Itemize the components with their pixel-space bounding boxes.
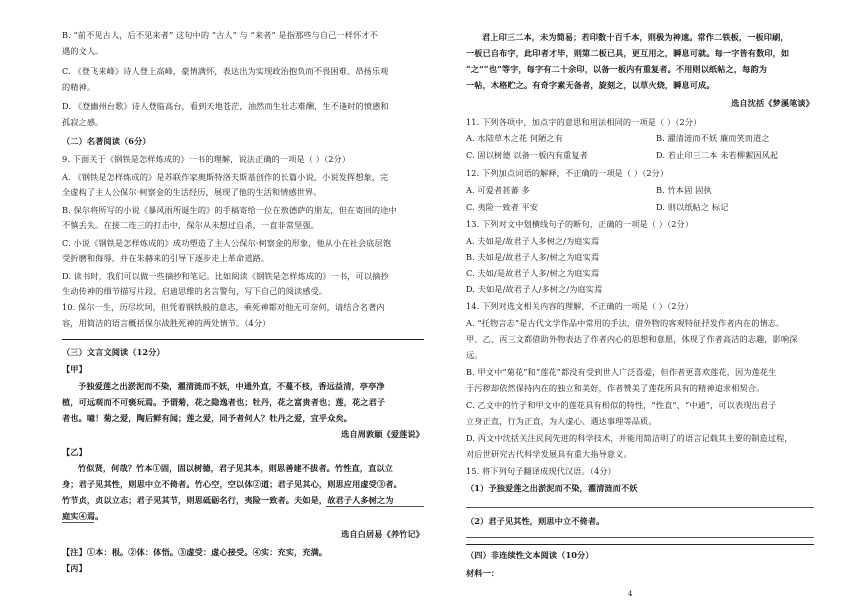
translation-item: （1）予独爱莲之出淤泥而不染，濯清涟而不妖 bbox=[466, 483, 638, 493]
option-b: B. 濯清涟而不妖 廉而笑而道之 bbox=[656, 133, 770, 143]
material-label: 材料一： bbox=[466, 568, 500, 578]
option-d: D. 夫如是/故君子人/多树之/为庭实焉 bbox=[466, 284, 603, 294]
question-13: 13. 下列对文中划横线句子的断句，正确的一项是（ ）（2分） bbox=[466, 219, 694, 229]
underline-mark bbox=[62, 522, 94, 523]
passage-source: 选自白居易《养竹记》 bbox=[341, 529, 424, 539]
section-heading: （四）非连续性文本阅读（10分） bbox=[466, 550, 594, 560]
question-10: 10. 保尔一生，历尽坎坷，但凭着钢铁般的意志，乘死神都对他无可奈何，请结合名著内 bbox=[62, 302, 385, 312]
text-line: A. “托物言志”是古代文学作品中常用的手法，借外物的客观特征抒发作者内在的情志。 bbox=[466, 318, 785, 328]
translation-item: （2）君子见其性，则思中立不倚者。 bbox=[466, 516, 605, 526]
section-divider bbox=[466, 544, 814, 545]
question-12: 12. 下列加点词语的解释，不正确的一项是（ ）（2分） bbox=[466, 168, 669, 178]
passage-text: 庭实④焉。 bbox=[62, 511, 104, 521]
text-line: 全虚构了主人公保尔·柯察金的生活经历，展现了他的生活和情感世界。 bbox=[62, 187, 322, 197]
text-line: C. 乙文中的竹子和甲文中的莲花具有相似的特性，“性直”、“中通”，可以表现出君子 bbox=[466, 400, 777, 410]
text-line: 远。 bbox=[466, 350, 483, 360]
page-number: 4 bbox=[628, 590, 633, 598]
passage-label: 【甲】 bbox=[62, 364, 87, 374]
text-line: C. 《登飞来峰》诗人登上高峰，豪情满怀，表达出为实现政治抱负而不畏困难、昂扬乐观 bbox=[62, 66, 389, 76]
passage-text: 一板已自布字，此印者才毕，则第二板已具，更互用之，瞬息可就。每一字皆有数印，如 bbox=[466, 48, 790, 58]
passage-source: 选自周敦颐《爱莲说》 bbox=[341, 429, 424, 439]
option-a: A. 夫如是/故君子人多树之/为庭实焉 bbox=[466, 236, 600, 246]
annotation-note: 【注】①本：根。②体：体悟。③虚受：虚心接受。④实：充实，充满。 bbox=[62, 547, 328, 557]
text-line: B. 保尔将所写的小说《暴风雨所诞生的》的手稿寄给一位在敖德萨的朋友，但在寄回的途中 bbox=[62, 205, 397, 215]
text-line: 生动传神的细节描写片段、启迪思维的名言警句，写下自己的阅读感受。 bbox=[62, 286, 328, 296]
passage-text: 予独爱莲之出淤泥而不染，濯清涟而不妖，中通外直，不蔓不枝，香远益清，亭亭净 bbox=[78, 381, 385, 391]
text-line: 遇的文人。 bbox=[62, 46, 104, 56]
option-a: A. 可爱者甚蕃 多 bbox=[466, 185, 530, 195]
question-11: 11. 下列各项中，加点字的意思和用法相同的一项是（ ）（2分） bbox=[466, 117, 702, 127]
option-c: C. 夫如/是故君子人多/树之为庭实焉 bbox=[466, 268, 600, 278]
text-line: 不慎丢失。在接二连三的打击中，保尔从未想过自杀，一直非常坚强。 bbox=[62, 220, 319, 230]
question-9: 9. 下面关于《钢铁是怎样炼成的》一书的理解，说法正确的一项是（ ）（2分） bbox=[62, 154, 351, 164]
text-line: 孤寂之感。 bbox=[62, 117, 104, 127]
text-line: D. 读书时，我们可以做一些摘抄和笔记。比如阅读《钢铁是怎样炼成的》一书，可以摘抄 bbox=[62, 271, 389, 281]
option-c: C. 夷险一致者 平安 bbox=[466, 202, 539, 212]
text-line: A. 《钢铁是怎样炼成的》是苏联作家奥斯特洛夫斯基创作的长篇小说，小说发挥想象，完 bbox=[62, 172, 389, 182]
passage-text: 竹似贤，何哉？竹本①固，固以树德，君子见其本，则思善建不拔者。竹性直，直以立 bbox=[78, 463, 393, 473]
text-line: B. 甲文中“菊花”和“莲花”都没有受到世人广泛喜爱，但作者更喜欢莲花，因为莲花生 bbox=[466, 367, 777, 377]
text-line: 立身正直，行为正直，为人虚心、遇达事理等品质。 bbox=[466, 416, 657, 426]
section-divider bbox=[62, 339, 424, 340]
passage-label: 【丙】 bbox=[62, 563, 87, 573]
underline-mark bbox=[326, 506, 424, 507]
passage-text: 者也。噫！菊之爱，陶后鲜有闻；莲之爱，同予者何人？牡丹之爱，宜乎众矣。 bbox=[62, 413, 353, 423]
text-line: C. 小说《钢铁是怎样炼成的》成功塑造了主人公保尔·柯察金的形象，他从小在社会底层饱 bbox=[62, 238, 392, 248]
passage-text: 植，可远观而不可亵玩焉。予谓菊，花之隐逸者也；牡丹，花之富贵者也；莲，花之君子 bbox=[62, 397, 386, 407]
option-c: C. 固以树德 以备一板内有重复者 bbox=[466, 150, 588, 160]
option-d: D. 若止印三二本 未若柳絮因风起 bbox=[656, 150, 779, 160]
text-line: 的精神。 bbox=[62, 82, 96, 92]
passage-label: 【乙】 bbox=[62, 447, 87, 457]
passage-text: “之”“也”等字，每字有二十余印，以备一板内有重复者。不用则以纸帖之，每韵为 bbox=[466, 64, 768, 74]
text-line: 甲、乙、丙三文都借助外物表达了作者内心的思想和意愿，体现了作者高洁的志趣，影响深 bbox=[466, 334, 798, 344]
text-line: B. “前不见古人，后不见来者” 这句中的 “古人” 与 “来者” 是指那些与自己一样怀才不 bbox=[62, 30, 378, 40]
passage-text: 身；君子见其性，则思中立不倚者。竹心空，空以体②道；君子见其心，则思应用虚受③者。 bbox=[62, 479, 402, 489]
answer-line bbox=[466, 537, 814, 538]
passage-source: 选自沈括《梦溪笔谈》 bbox=[731, 98, 814, 108]
text-line: D. 《登幽州台歌》诗人登临高台，看到天地苍茫，油然而生壮志难酬，生不逢时的愤懑和 bbox=[62, 101, 389, 111]
option-a: A. 水陆草木之花 何陋之有 bbox=[466, 133, 563, 143]
option-b: B. 竹本固 固执 bbox=[656, 185, 712, 195]
text-line: 受折磨和侮辱，并在朱赫来的引导下逐步走上革命道路。 bbox=[62, 253, 270, 263]
text-line: D. 丙文中沈括关注民间先进的科学技术，并能用简洁明了的语言记载其主要的制造过程， bbox=[466, 433, 793, 443]
question-15: 15. 将下列句子翻译成现代汉语。（4分） bbox=[466, 466, 616, 476]
text-line: 容，用简洁的语言概括保尔战胜死神的两处情节。（4分） bbox=[62, 318, 271, 328]
passage-text: 竹节贞，贞以立志；君子见其节，则思砥砺名行，夷险一致者。夫如是，故君子人多树之为 bbox=[62, 495, 394, 505]
option-d: D. 则以纸帖之 标记 bbox=[656, 202, 729, 212]
text-line: 对后世研究古代科学发展具有重大指导意义。 bbox=[466, 449, 632, 459]
passage-text: 一帖，木格贮之。有奇字素无备者，旋刻之，以草火烧，瞬息可成。 bbox=[466, 80, 715, 90]
option-b: B. 夫如是/故君子人多/树之为庭实焉 bbox=[466, 252, 600, 262]
section-heading: （三）文言文阅读（12分） bbox=[62, 347, 165, 357]
text-line: 于污秽却依然保持内在的独立和美好，作者赞美了莲花所具有的精神追求相契合。 bbox=[466, 383, 765, 393]
question-14: 14. 下列对选文相关内容的理解，不正确的一项是（ ）（2分） bbox=[466, 301, 694, 311]
passage-text: 君上印三二本，未为简易；若印数十百千本，则极为神速。常作二铁板，一板印刷， bbox=[482, 32, 789, 42]
section-heading: （二）名著阅读（6分） bbox=[62, 136, 151, 146]
answer-line bbox=[466, 507, 814, 508]
